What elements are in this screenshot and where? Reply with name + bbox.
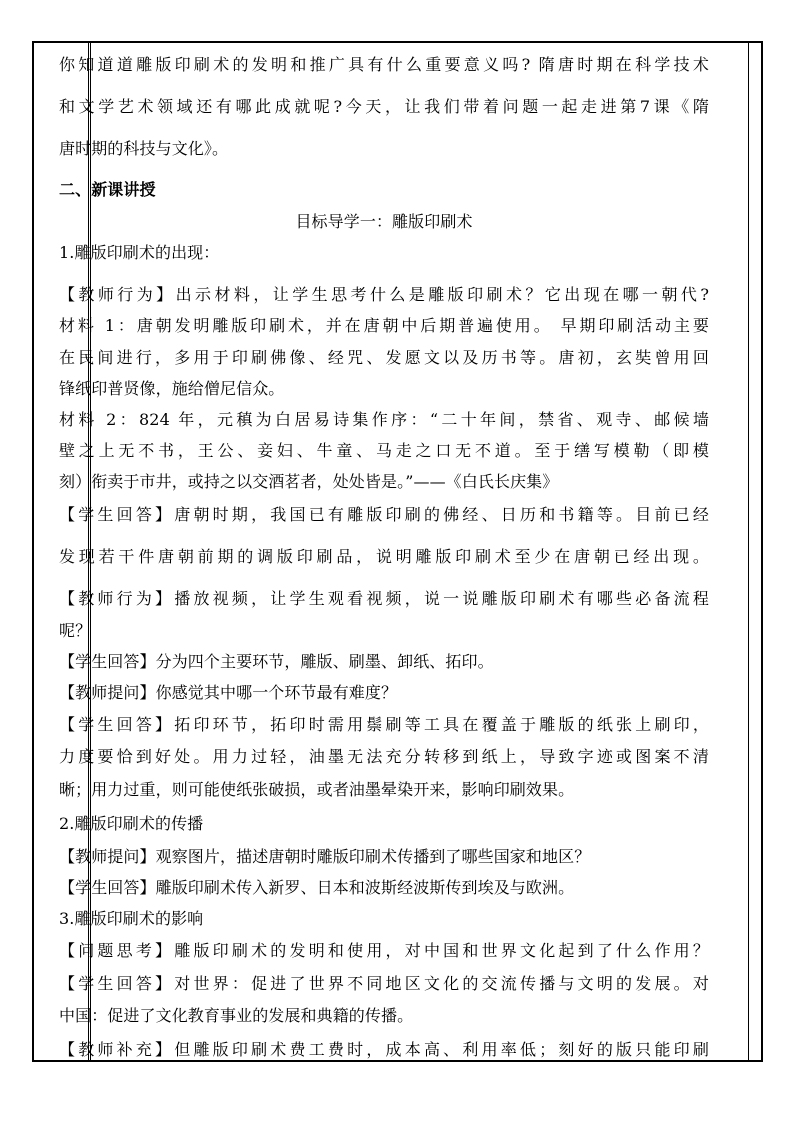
subsection-title: 目标导学一：雕版印刷术 <box>295 212 473 231</box>
text-line: 【学生回答】唐朝时期，我国已有雕版印刷的佛经、日历和书籍等。目前已经 <box>59 505 709 524</box>
text-line: 【学生回答】分为四个主要环节，雕版、刷墨、卸纸、拓印。 <box>59 652 494 671</box>
text-line: 【问题思考】雕版印刷术的发明和使用，对中国和世界文化起到了什么作用？ <box>59 941 709 960</box>
text-line: 唐时期的科技与文化》。 <box>59 139 229 158</box>
table-column-divider <box>748 43 749 1060</box>
numbered-heading: 1.雕版印刷术的出现： <box>59 243 220 262</box>
text-line: 【学生回答】雕版印刷术传入新罗、日本和波斯经波斯传到埃及与欧洲。 <box>59 878 575 897</box>
text-line: 力度要恰到好处。用力过轻，油墨无法充分转移到纸上，导致字迹或图案不清 <box>59 747 709 766</box>
text-line: 【教师行为】播放视频，让学生观看视频，说一说雕版印刷术有哪些必备流程 <box>59 589 709 608</box>
text-line: 材料 2：824 年，元稹为白居易诗集作序：“二十年间，禁省、观寺、邮候墙 <box>59 410 709 429</box>
text-line: 中国：促进了文化教育事业的发展和典籍的传播。 <box>59 1006 414 1025</box>
numbered-heading: 3.雕版印刷术的影响 <box>59 909 204 928</box>
numbered-heading: 2.雕版印刷术的传播 <box>59 814 204 833</box>
text-line: 呢？ <box>59 621 92 640</box>
text-line: 【教师行为】出示材料，让学生思考什么是雕版印刷术？它出现在哪一朝代? <box>59 285 709 304</box>
text-line: 发现若干件唐朝前期的调版印刷品，说明雕版印刷术至少在唐朝已经出现。 <box>59 547 709 566</box>
text-line: 壁之上无不书，王公、妾妇、牛童、马走之口无不道。至于缮写模勒（即模 <box>59 441 709 460</box>
text-line: 【学生回答】拓印环节，拓印时需用鬃刷等工具在覆盖于雕版的纸张上刷印， <box>59 715 709 734</box>
text-line: 晰；用力过重，则可能使纸张破损，或者油墨晕染开来，影响印刷效果。 <box>59 780 575 799</box>
text-line: 材料 1：唐朝发明雕版印刷术，并在唐朝中后期普遍使用。 早期印刷活动主要 <box>59 316 709 335</box>
section-heading: 二、新课讲授 <box>59 180 156 199</box>
text-line: 【教师提问】你感觉其中哪一个环节最有难度？ <box>59 683 398 702</box>
text-line: 锋纸印普贤像，施给僧尼信众。 <box>59 379 285 398</box>
text-line: 刻）衔卖于市井，或持之以交酒茗者，处处皆是。”——《白氏长庆集》 <box>59 472 559 491</box>
text-line: 在民间进行，多用于印刷佛像、经咒、发愿文以及历书等。唐初，玄奘曾用回 <box>59 348 709 367</box>
text-line: 你知道道雕版印刷术的发明和推广具有什么重要意义吗? 隋唐时期在科学技术 <box>59 55 709 74</box>
text-line: 【教师提问】观察图片，描述唐朝时雕版印刷术传播到了哪些国家和地区？ <box>59 847 591 866</box>
text-line: 【学生回答】对世界：促进了世界不同地区文化的交流传播与文明的发展。对 <box>59 974 709 993</box>
text-line: 【教师补充】但雕版印刷术费工费时，成本高、利用率低；刻好的版只能印刷 <box>59 1040 709 1059</box>
text-line: 和文学艺术领域还有哪此成就呢?今天，让我们带着问题一起走进第7课《隋 <box>59 97 709 116</box>
